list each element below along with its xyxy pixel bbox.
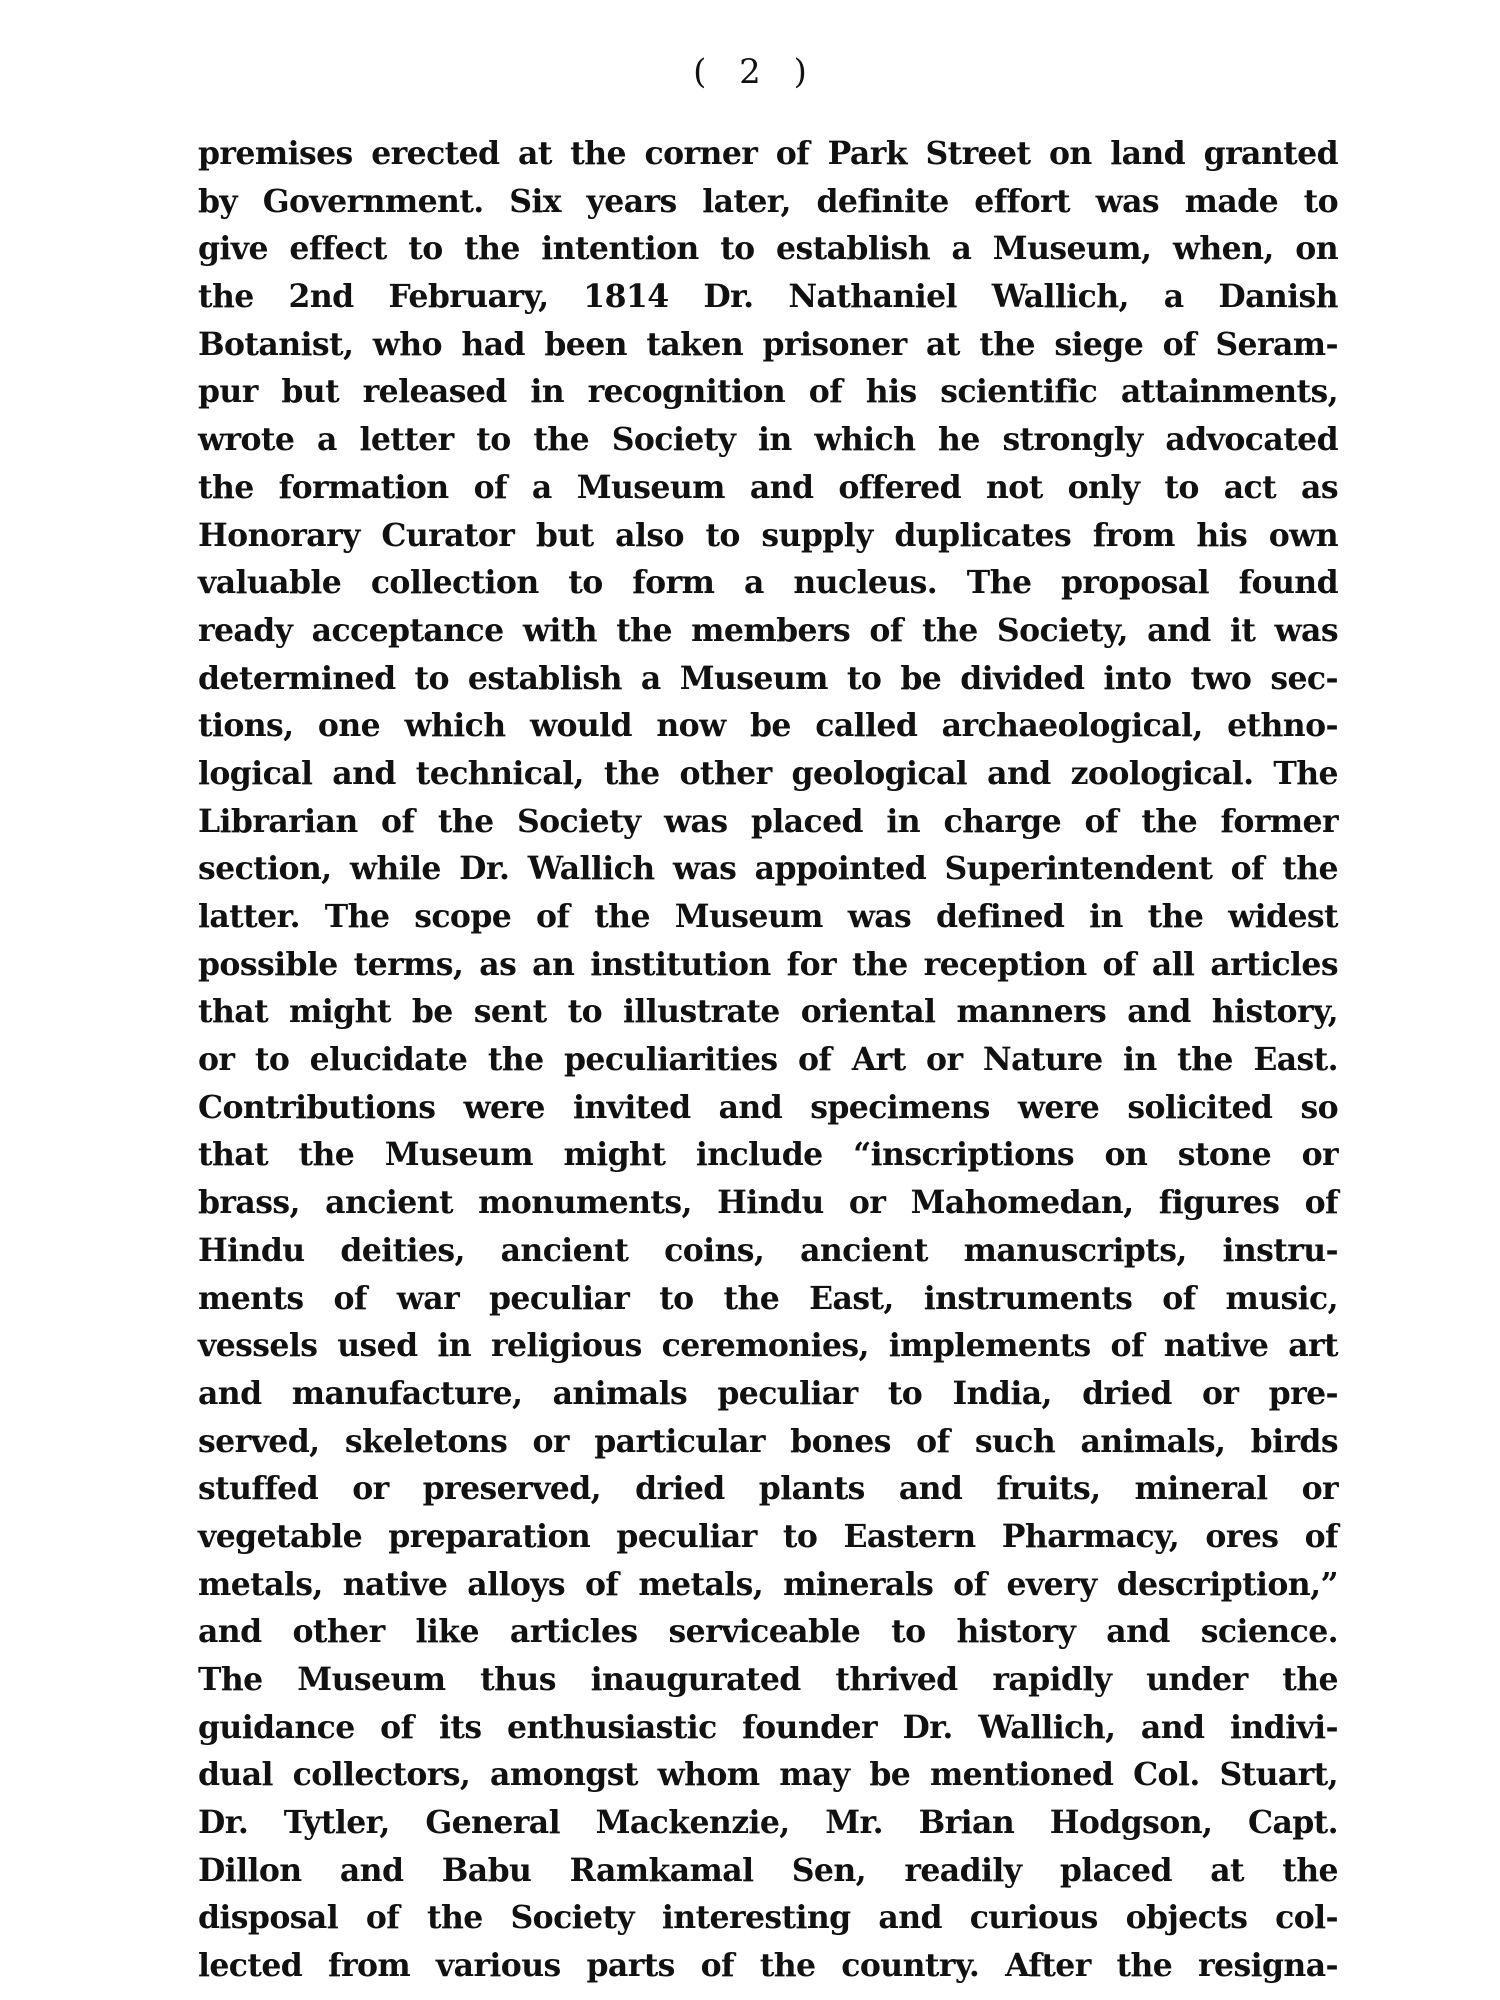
text-line-content: premises erected at the corner of Park Street on land granted [198,135,1338,172]
text-line-content: The Museum thus inaugurated thrived rapidly under the [198,1661,1338,1698]
text-line [198,1227,1338,1275]
text-line-content: vessels used in religious ceremonies, implements of native art [198,1327,1338,1365]
text-line [198,1418,1338,1466]
text-line [198,988,1338,1036]
text-line-content: the 2nd February, 1814 Dr. Nathaniel Wallich, a Danish [198,278,1338,316]
text-line [198,1561,1338,1609]
text-line-content: or to elucidate the peculiarities of Art or Nature in the East. [198,1041,1338,1079]
text-line [198,1751,1338,1799]
text-line [198,1608,1338,1656]
text-line [198,1179,1338,1227]
body-text [198,130,1338,1990]
text-line [198,750,1338,798]
text-line-content: served, skeletons or particular bones of such animals, birds [198,1422,1338,1460]
text-line [198,845,1338,893]
text-line [198,1513,1338,1561]
text-line-content: the formation of a Museum and offered not only to act as [198,468,1338,506]
text-line-content: section, while Dr. Wallich was appointed Superintendent of the [198,850,1338,888]
text-line-content: wrote a letter to the Society in which he strongly advocated [198,421,1338,459]
text-line-content: valuable collection to form a nucleus. The proposal found [198,564,1338,602]
text-line [198,273,1338,321]
text-line-content: latter. The scope of the Museum was defined in the widest [198,898,1338,935]
text-line-content: metals, native alloys of metals, minerals of every description,” [198,1565,1338,1603]
text-line [198,225,1338,273]
text-line [198,1131,1338,1179]
text-line [198,702,1338,750]
text-line-content: Contributions were invited and specimens were solicited so [198,1088,1338,1126]
text-line [198,1656,1338,1704]
text-line [198,941,1338,989]
text-line [198,798,1338,846]
text-line-content: by Government. Six years later, definite effort was made to [198,182,1338,220]
text-line-content: vegetable preparation peculiar to Eastern Pharmacy, ores of [198,1517,1338,1555]
text-line-content: and manufacture, animals peculiar to India, dried or pre- [198,1374,1338,1412]
text-line-content: Hindu deities, ancient coins, ancient manuscripts, instru- [198,1231,1338,1269]
text-line [198,1465,1338,1513]
text-line [198,1704,1338,1752]
text-line [198,416,1338,464]
text-line-content: dual collectors, amongst whom may be mentioned Col. Stuart, [198,1756,1338,1794]
page-number: ( 2 ) [693,52,807,92]
text-line-content: disposal of the Society interesting and curious objects col- [198,1899,1338,1937]
text-line-content: Botanist, who had been taken prisoner at the siege of Seram- [198,325,1338,363]
text-line [198,512,1338,560]
text-line-content: that might be sent to illustrate oriental manners and history, [198,993,1338,1031]
text-line [198,1847,1338,1895]
text-line-content: lected from various parts of the country. After the resigna- [198,1947,1338,1985]
text-line [198,464,1338,512]
text-line [198,321,1338,369]
text-line-content: give effect to the intention to establish a Museum, when, on [198,230,1338,268]
text-line [198,368,1338,416]
text-line [198,130,1338,178]
text-line [198,1036,1338,1084]
text-line [198,1799,1338,1847]
text-line-content: guidance of its enthusiastic founder Dr. Wallich, and indivi- [198,1708,1338,1746]
text-line-content: ready acceptance with the members of the Society, and it was [198,611,1338,649]
text-line [198,1322,1338,1370]
text-line [198,1894,1338,1942]
text-line-content: Dillon and Babu Ramkamal Sen, readily placed at the [198,1851,1338,1889]
text-line [198,607,1338,655]
text-line-content: stuffed or preserved, dried plants and fruits, mineral or [198,1470,1338,1508]
text-line [198,1942,1338,1990]
text-line [198,1275,1338,1323]
text-line-content: Librarian of the Society was placed in charge of the former [198,802,1338,840]
text-line [198,655,1338,703]
text-line-content: possible terms, as an institution for the reception of all articles [198,945,1338,983]
text-line-content: that the Museum might include “inscriptions on stone or [198,1136,1338,1174]
text-line [198,178,1338,226]
text-line-content: Honorary Curator but also to supply duplicates from his own [198,516,1338,554]
text-line-content: and other like articles serviceable to history and science. [198,1613,1338,1651]
text-line [198,893,1338,941]
text-line-content: tions, one which would now be called archaeological, ethno- [198,707,1338,745]
text-line-content: determined to establish a Museum to be divided into two sec- [198,659,1338,697]
text-line-content: Dr. Tytler, General Mackenzie, Mr. Brian Hodgson, Capt. [198,1804,1338,1842]
text-line-content: ments of war peculiar to the East, instruments of music, [198,1279,1338,1317]
text-line [198,1370,1338,1418]
text-line [198,1084,1338,1132]
text-line-content: brass, ancient monuments, Hindu or Mahomedan, figures of [198,1184,1338,1222]
text-line-content: logical and technical, the other geological and zoological. The [198,754,1338,792]
text-line-content: pur but released in recognition of his scientific attainments, [198,373,1338,411]
text-line [198,559,1338,607]
